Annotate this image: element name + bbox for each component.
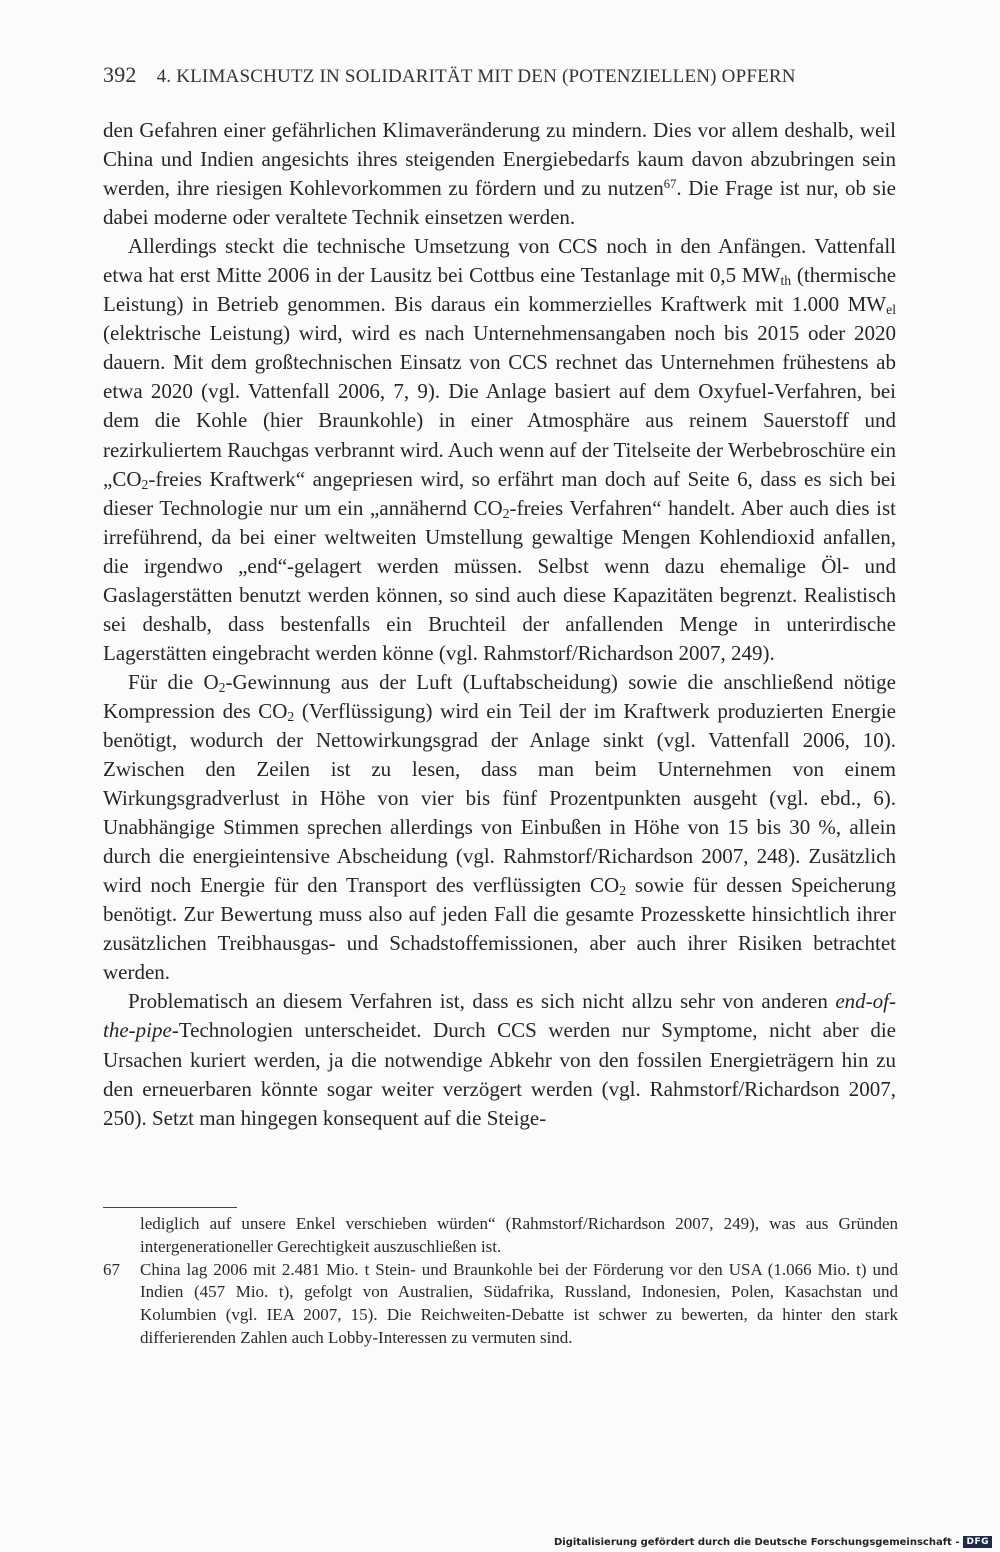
footnote-continuation: lediglich auf unsere Enkel verschieben würden“ (Rahmstorf/Richardson 2007, 249), was aus Gründen intergenerationeller Gerechtigkeit auszuschließen ist. xyxy=(140,1214,898,1256)
footnote-text: China lag 2006 mit 2.481 Mio. t Stein- und Braunkohle bei der Förderung vor den USA (1.066 Mio. t) und Indien (457 Mio. t), gefolgt von Australien, Südafrika, Russland, Indonesien, Polen, Kasachstan und Kolumbien (vgl. IEA 2007, 15). Die Reichweiten-Debatte ist schwer zu bewerten, da hinter den stark differierenden Zahlen auch Lobby-Interessen zu vermuten sind. xyxy=(140,1259,898,1347)
text-run: -Technologien unterscheidet. Durch CCS werden nur Symptome, nicht aber die Ursachen kuriert werden, ja die notwendige Abkehr von den fossilen Energieträgern hin zu den erneuerbaren könnte sogar weiter verzögert werden (vgl. Rahmstorf/Richardson 2007, 250). Setzt man hingegen konsequent auf die Steige- xyxy=(103,1018,896,1130)
page-number: 392 xyxy=(103,62,137,87)
text-run: (elektrische Leistung) wird, wird es nach Unternehmensangaben noch bis 2015 oder 2020 dauern. Mit dem großtechnischen Einsatz von CCS rechnet das Unternehmen frühestens ab etwa 2020 (vgl. Vattenfall 2006, 7, 9). Die Anlage basiert auf dem Oxyfuel-Verfahren, bei dem die Kohle (hier Braunkohle) in einer Atmosphäre aus reinem Sauerstoff und rezirkuliertem Rauchgas verbrannt wird. Auch wenn auf der Titelseite der Werbebroschüre ein „CO xyxy=(103,321,896,491)
text-run: (thermische Leistung) in Betrieb genommen. Bis daraus ein kommerzielles Kraftwerk mit 1.000 MW xyxy=(103,263,897,317)
subscript: 2 xyxy=(287,708,295,724)
subscript: el xyxy=(886,302,896,318)
italic-term: end-of-the-pipe xyxy=(103,989,896,1043)
text-run: -freies Verfahren“ handelt. Aber auch dies ist irreführend, da bei einer weltweiten Umstellung gewaltige Mengen Kohlendioxid anfallen, die irgendwo „end“-gelagert werden müssen. Selbst wenn dazu ehemalige Öl- und Gaslagerstätten benutzt werden können, so sind auch diese Kapazitäten begrenzt. Realistisch sei deshalb, dass bestenfalls ein Bruchteil der anfallenden Menge in unterirdische Lagerstätten eingebracht werden könne (vgl. Rahmstorf/Richardson 2007, 249). xyxy=(103,495,896,665)
footnote-separator xyxy=(103,1207,237,1208)
footnote-number: 67 xyxy=(103,1259,120,1279)
text-run: -Gewinnung aus der Luft (Luftabscheidung) sowie die anschließend nötige Kompression des CO xyxy=(103,669,896,723)
text-run: (Verflüssigung) wird ein Teil der im Kraftwerk produzierten Energie benötigt, wodurch der Nettowirkungsgrad der Anlage sinkt (vgl. Vattenfall 2006, 10). Zwischen den Zeilen ist zu lesen, dass man beim Unternehmen von einem Wirkungsgradverlust in Höhe von vier bis fünf Prozentpunkten ausgeht (vgl. ebd., 6). Unabhängige Stimmen sprechen allerdings von Einbußen in Höhe von 15 bis 30 %, allein durch die energieintensive Abscheidung (vgl. Rahmstorf/Richardson 2007, 248). Zusätzlich wird noch Energie für den Transport des verflüssigten CO xyxy=(103,698,896,898)
running-title: 4. KLIMASCHUTZ IN SOLIDARITÄT MIT DEN (POTENZIELLEN) OPFERN xyxy=(156,66,796,87)
digitization-text: Digitalisierung gefördert durch die Deutsche Forschungsgemeinschaft - xyxy=(553,1536,960,1548)
subscript: 2 xyxy=(141,476,149,492)
paragraph-4 xyxy=(103,987,896,1132)
running-header xyxy=(103,62,903,88)
paragraph-1 xyxy=(103,116,896,232)
subscript: 2 xyxy=(218,679,226,695)
footnote-ref-67[interactable]: 67 xyxy=(663,177,677,192)
text-run: . Die Frage ist nur, ob sie dabei moderne oder veraltete Technik einsetzen werden. xyxy=(103,176,896,230)
subscript: 2 xyxy=(619,883,627,899)
text-run: Allerdings steckt die technische Umsetzung von CCS noch in den Anfängen. Vattenfall etwa hat erst Mitte 2006 in der Lausitz bei Cottbus eine Testanlage mit 0,5 MW xyxy=(103,234,896,288)
text-run: sowie für dessen Speicherung benötigt. Zur Bewertung muss also auf jeden Fall die gesamte Prozesskette hinsichtlich ihrer zusätzlichen Treibhausgas- und Schadstoffemissionen, aber auch ihrer Risiken betrachtet werden. xyxy=(103,873,896,985)
text-run: Für die O xyxy=(128,669,219,694)
text-run: Problematisch an diesem Verfahren ist, dass es sich nicht allzu sehr von anderen xyxy=(128,989,836,1014)
footnote-67 xyxy=(103,1259,898,1350)
digitization-note xyxy=(554,1536,992,1548)
text-run: -freies Kraftwerk“ angepriesen wird, so erfährt man doch auf Seite 6, dass es sich bei dieser Technologie nur um ein „annähernd CO xyxy=(103,466,896,520)
paragraph-2 xyxy=(103,232,896,668)
text-run: den Gefahren einer gefährlichen Klimaveränderung zu mindern. Dies vor allem deshalb, weil China und Indien angesichts ihres steigenden Energiebedarfs kaum davon abzubringen sein werden, ihre riesigen Kohlevorkommen zu fördern und zu nutzen xyxy=(103,118,896,201)
dfg-logo: DFG xyxy=(963,1536,992,1548)
footnotes xyxy=(103,1213,898,1350)
subscript: th xyxy=(780,273,792,289)
subscript: 2 xyxy=(502,505,510,521)
paragraph-3 xyxy=(103,668,896,988)
body-text xyxy=(103,116,896,1133)
